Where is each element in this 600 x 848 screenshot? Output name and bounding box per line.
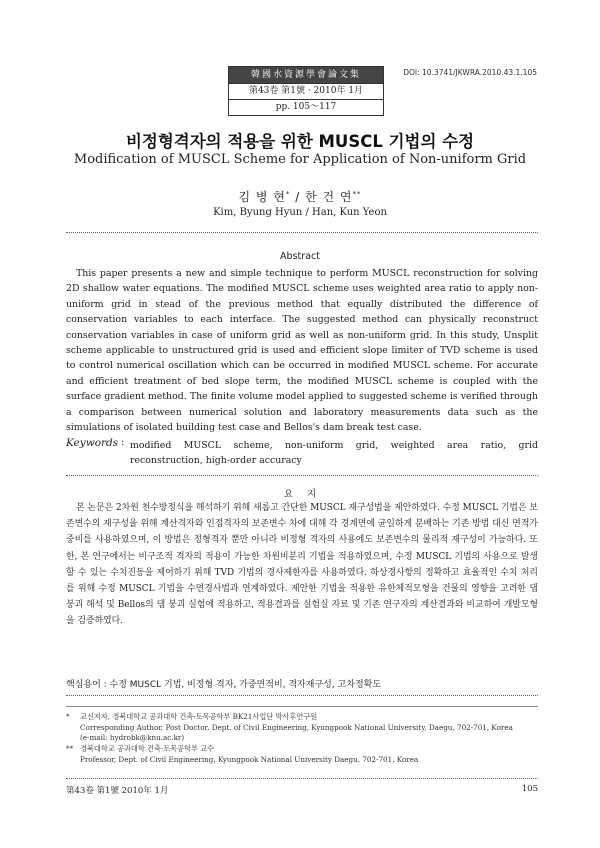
author-2-mark: **	[352, 190, 362, 198]
divider	[66, 232, 538, 233]
divider	[66, 475, 538, 476]
title-english: Modification of MUSCL Scheme for Application of Non-uniform Grid	[73, 152, 527, 167]
divider	[66, 695, 538, 696]
summary-body: 본 논문은 2차원 천수방정식을 해석하기 위해 새롭고 간단한 MUSCL 재구성법을 제안하였다. 수정 MUSCL 기법은 보존변수의 재구성을 위해 계산격자와 인접격자의 보존변수 차에 대해 각 경계면에 균일하게 분배하는 기존 방법 대신 면적가중비를 사용하였으며, 이 방법은 정형격자 뿐만 아니라 비정형 격자의 사용에도 보존변수의 물리적 재구성이 가능하다. 또한, 본 연구에서는 비구조적 격자의 적용이 가능한 차원비분리 기법을 적용하였으며, 수정 MUSCL 기법의 사용으로 발생할 수 있는 수치진동을 제어하기 위해 TVD 기법의 경사제한자를 사용하였다. 하상경사항의 정확하고 효율적인 수치 처리를 위해 수정 MUSCL 기법을 수면경사법과 연계하였다. 제안한 기법을 적용한 유한체적모형을 건물의 영향을 고려한 댐 붕괴 해석 및 Bellos의 댐 붕괴 실험에 적용하고, 적용결과를 실험실 자료 및 기존 연구자의 계산결과와 비교하여 개발모형을 검증하였다.	[66, 503, 538, 627]
footnote-1-mark: *	[66, 712, 70, 721]
author-1: 김 병 현	[238, 190, 286, 204]
footnote-1-korean: 교신저자, 경북대학교 공과대학 건축·토목공학부 BK21사업단 박사후연구원	[80, 712, 318, 721]
journal-volume-issue: 第43卷 第1號 · 2010年 1月	[229, 83, 383, 99]
footnote-2-mark: **	[66, 744, 74, 753]
footnote-2	[66, 744, 538, 765]
footer-volume: 第43卷 第1號 2010年 1月	[66, 786, 169, 796]
authors-english: Kim, Byung Hyun / Han, Kun Yeon	[213, 207, 387, 218]
journal-info-box	[228, 66, 384, 116]
footer-rule	[66, 778, 538, 779]
summary-heading: 요지	[283, 489, 331, 500]
footnote-2-english: Professor, Dept. of Civil Engineering, Kyungpook National University Daegu, 702-701, Korea	[80, 754, 419, 764]
keywords-label: Keywords	[66, 437, 119, 449]
author-separator: /	[290, 190, 306, 204]
keywords-korean: 핵심용어 : 수정 MUSCL 기법, 비정형 격자, 가중면적비, 격자재구성, 고차정확도	[66, 680, 382, 690]
author-2: 한 건 연	[305, 190, 353, 204]
journal-name: 韓國水資源學會論文集	[229, 67, 383, 83]
footnote-1-email[interactable]: (e-mail: hydrobk@knu.ac.kr)	[80, 733, 185, 743]
keywords-list: modified MUSCL scheme, non-uniform grid, weighted area ratio, grid reconstruction, high-order accuracy	[130, 440, 538, 467]
footnote-1	[66, 712, 538, 744]
page-number: 105	[521, 784, 538, 794]
footnote-2-korean: 경북대학교 공과대학 건축·토목공학부 교수	[80, 744, 215, 753]
footnote-rule	[66, 706, 538, 707]
keywords-colon: :	[121, 437, 125, 448]
abstract-heading: Abstract	[280, 251, 320, 262]
doi[interactable]: DOI: 10.3741/JKWRA.2010.43.1.105	[403, 68, 537, 77]
title-korean: 비정형격자의 적용을 위한 MUSCL 기법의 수정	[125, 132, 475, 151]
author-1-mark: *	[285, 190, 291, 198]
authors-korean	[0, 188, 600, 205]
abstract-body: This paper presents a new and simple technique to perform MUSCL reconstruction for solving 2D shallow water equations. The modified MUSCL scheme uses weighted area ratio to apply non-uniform grid in stead of the previous method that equally distributed the difference of conservation variables to each interface. The suggested method can physically reconstruct conservation variables in case of uniform grid as well as non-uniform grid. In this study, Unsplit scheme applicable to unstructured grid is used and efficient slope limiter of TVD scheme is used to control numerical oscillation which can be occurred in modified MUSCL scheme. For accurate and efficient treatment of bed slope term, the modified MUSCL scheme is coupled with the surface gradient method. The finite volume model applied to suggested scheme is verified through a comparison between numerical solution and laboratory measurements data such as the simulations of isolated building test case and Bellos's dam break test case.	[66, 268, 538, 434]
journal-pages: pp. 105～117	[229, 99, 383, 115]
footnote-1-english: Corresponding Author, Post Doctor, Dept. of Civil Engineering, Kyungpook National University, Daegu, 702-701, Korea	[80, 722, 513, 732]
